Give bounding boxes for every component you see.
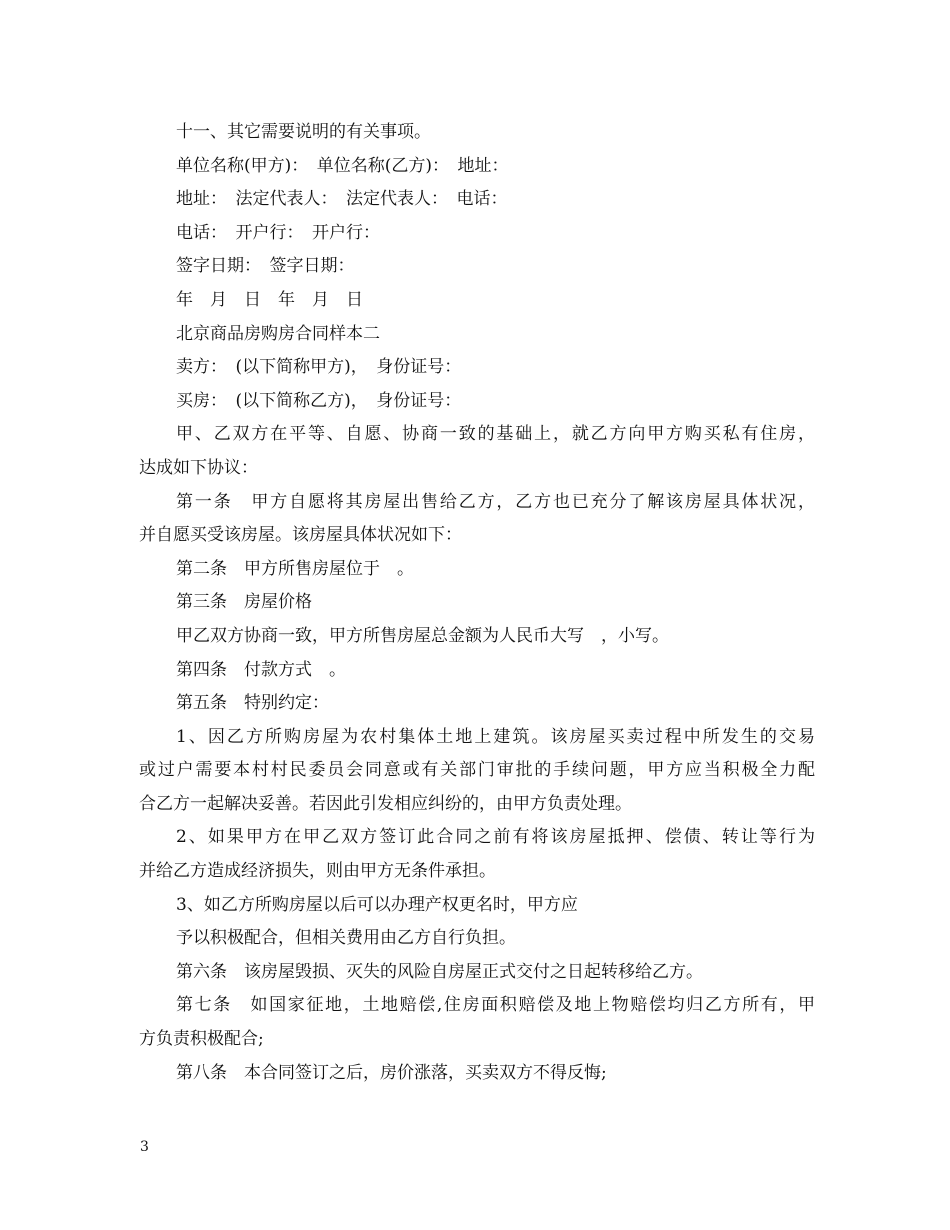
paragraph-line: 第二条 甲方所售房屋位于 。 xyxy=(176,558,414,579)
page-number: 3 xyxy=(140,1139,149,1155)
section-heading: 北京商品房购房合同样本二 xyxy=(176,323,380,344)
paragraph-line: 十一、其它需要说明的有关事项。 xyxy=(176,122,431,142)
paragraph-line: 电话： 开户行： 开户行： xyxy=(176,222,380,243)
paragraph-line: 单位名称(甲方)： 单位名称(乙方)： 地址： xyxy=(176,155,509,176)
paragraph-line: 签字日期： 签字日期： xyxy=(176,256,355,277)
paragraph-line: 3、如乙方所购房屋以后可以办理产权更名时，甲方应 xyxy=(176,894,578,915)
paragraph-line: 卖方： (以下简称甲方)， 身份证号： xyxy=(176,357,462,378)
paragraph-line: 2、如果甲方在甲乙双方签订此合同之前有将该房屋抵押、偿债、转让等行为 xyxy=(176,827,815,848)
paragraph-line: 合乙方一起解决妥善。若因此引发相应纠纷的，由甲方负责处理。 xyxy=(139,793,632,814)
paragraph-line: 第七条 如国家征地，土地赔偿,住房面积赔偿及地上物赔偿均归乙方所有，甲 xyxy=(176,995,815,1016)
paragraph-line: 予以积极配合，但相关费用由乙方自行负担。 xyxy=(176,928,516,949)
paragraph-line: 第一条 甲方自愿将其房屋出售给乙方，乙方也已充分了解该房屋具体状况， xyxy=(176,491,815,512)
paragraph-line: 第四条 付款方式 。 xyxy=(176,659,346,680)
paragraph-line: 甲乙双方协商一致，甲方所售房屋总金额为人民币大写 ，小写。 xyxy=(176,625,669,646)
paragraph-line: 年 月 日 年 月 日 xyxy=(176,289,363,310)
paragraph-line: 达成如下协议： xyxy=(139,457,258,478)
paragraph-line: 地址： 法定代表人： 法定代表人： 电话： xyxy=(176,189,508,210)
paragraph-line: 方负责积极配合; xyxy=(139,1029,264,1050)
paragraph-line: 第八条 本合同签订之后，房价涨落，买卖双方不得反悔; xyxy=(176,1062,607,1083)
paragraph-line: 第六条 该房屋毁损、灭失的风险自房屋正式交付之日起转移给乙方。 xyxy=(176,961,703,982)
paragraph-line: 并自愿买受该房屋。该房屋具体状况如下： xyxy=(139,525,462,546)
paragraph-line: 1、因乙方所购房屋为农村集体土地上建筑。该房屋买卖过程中所发生的交易 xyxy=(176,726,815,747)
paragraph-line: 甲、乙双方在平等、自愿、协商一致的基础上，就乙方向甲方购买私有住房， xyxy=(176,424,815,445)
paragraph-line: 第三条 房屋价格 xyxy=(176,592,312,613)
paragraph-line: 并给乙方造成经济损失，则由甲方无条件承担。 xyxy=(139,861,496,882)
paragraph-line: 第五条 特别约定： xyxy=(176,693,329,714)
paragraph-line: 或过户需要本村村民委员会同意或有关部门审批的手续问题，甲方应当积极全力配 xyxy=(139,760,815,781)
document-body xyxy=(139,116,815,1090)
paragraph-line: 买房： (以下简称乙方)， 身份证号： xyxy=(176,390,462,411)
